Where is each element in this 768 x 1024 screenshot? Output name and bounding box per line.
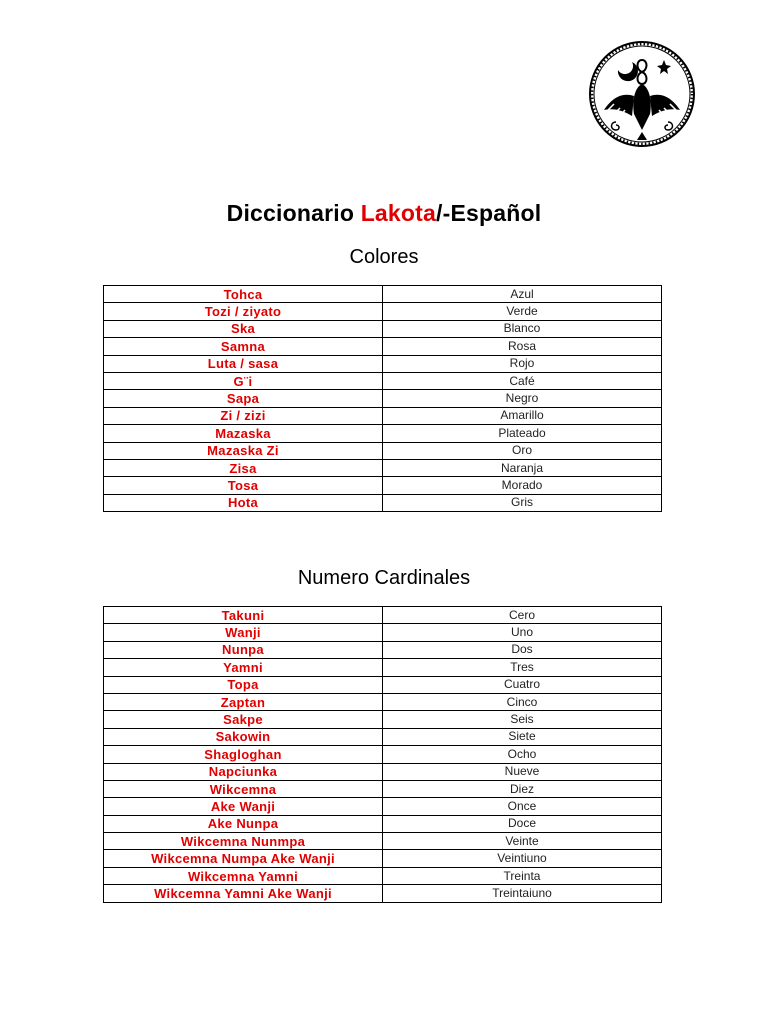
spanish-word: Rosa xyxy=(383,338,662,355)
lakota-word: Wikcemna Yamni Ake Wanji xyxy=(104,885,383,902)
spanish-word: Cero xyxy=(383,607,662,624)
table-row xyxy=(104,711,662,728)
table-row xyxy=(104,659,662,676)
lakota-word: Wikcemna Numpa Ake Wanji xyxy=(104,850,383,867)
lakota-word: Samna xyxy=(104,338,383,355)
lakota-word: Wanji xyxy=(104,624,383,641)
lakota-word: Takuni xyxy=(104,607,383,624)
table-row xyxy=(104,494,662,511)
lakota-word: Hota xyxy=(104,494,383,511)
spanish-word: Siete xyxy=(383,728,662,745)
spanish-word: Tres xyxy=(383,659,662,676)
table-row xyxy=(104,477,662,494)
lakota-word: Sakowin xyxy=(104,728,383,745)
lakota-word: Wikcemna Nunmpa xyxy=(104,833,383,850)
table-row xyxy=(104,320,662,337)
table-row xyxy=(104,728,662,745)
lakota-word: Sakpe xyxy=(104,711,383,728)
spanish-word: Naranja xyxy=(383,459,662,476)
numeros-table xyxy=(103,606,662,903)
spanish-word: Azul xyxy=(383,286,662,303)
spanish-word: Verde xyxy=(383,303,662,320)
spanish-word: Once xyxy=(383,798,662,815)
lakota-word: Luta / sasa xyxy=(104,355,383,372)
lakota-word: Wikcemna xyxy=(104,780,383,797)
spanish-word: Dos xyxy=(383,641,662,658)
table-row xyxy=(104,407,662,424)
table-row xyxy=(104,338,662,355)
title-highlight: Lakota xyxy=(360,200,437,226)
spanish-word: Gris xyxy=(383,494,662,511)
table-row xyxy=(104,693,662,710)
table-row xyxy=(104,286,662,303)
table-row xyxy=(104,780,662,797)
lakota-word: Sapa xyxy=(104,390,383,407)
spanish-word: Oro xyxy=(383,442,662,459)
lakota-word: Shagloghan xyxy=(104,746,383,763)
table-row xyxy=(104,303,662,320)
table-row xyxy=(104,425,662,442)
table-row xyxy=(104,850,662,867)
lakota-word: Zaptan xyxy=(104,693,383,710)
spanish-word: Ocho xyxy=(383,746,662,763)
lakota-word: Zi / zizi xyxy=(104,407,383,424)
spanish-word: Cuatro xyxy=(383,676,662,693)
lakota-word: Mazaska xyxy=(104,425,383,442)
lakota-emblem-icon xyxy=(588,40,696,148)
table-row xyxy=(104,442,662,459)
spanish-word: Rojo xyxy=(383,355,662,372)
section-heading-numeros: Numero Cardinales xyxy=(297,567,471,589)
spanish-word: Uno xyxy=(383,624,662,641)
spanish-word: Plateado xyxy=(383,425,662,442)
table-row xyxy=(104,676,662,693)
spanish-word: Diez xyxy=(383,780,662,797)
table-row xyxy=(104,746,662,763)
table-row xyxy=(104,624,662,641)
lakota-word: G¨i xyxy=(104,372,383,389)
colores-table xyxy=(103,285,662,512)
table-row xyxy=(104,641,662,658)
spanish-word: Morado xyxy=(383,477,662,494)
lakota-word: Yamni xyxy=(104,659,383,676)
table-row xyxy=(104,607,662,624)
spanish-word: Veinte xyxy=(383,833,662,850)
lakota-word: Napciunka xyxy=(104,763,383,780)
spanish-word: Veintiuno xyxy=(383,850,662,867)
lakota-word: Zisa xyxy=(104,459,383,476)
section-heading-colores: Colores xyxy=(349,246,419,268)
lakota-word: Tozi / ziyato xyxy=(104,303,383,320)
table-row xyxy=(104,833,662,850)
spanish-word: Seis xyxy=(383,711,662,728)
spanish-word: Treinta xyxy=(383,867,662,884)
title-prefix: Diccionario xyxy=(226,200,361,226)
lakota-word: Ska xyxy=(104,320,383,337)
spanish-word: Negro xyxy=(383,390,662,407)
table-row xyxy=(104,372,662,389)
table-row xyxy=(104,763,662,780)
table-row xyxy=(104,355,662,372)
lakota-word: Tosa xyxy=(104,477,383,494)
lakota-word: Wikcemna Yamni xyxy=(104,867,383,884)
table-row xyxy=(104,867,662,884)
table-row xyxy=(104,390,662,407)
spanish-word: Amarillo xyxy=(383,407,662,424)
lakota-word: Topa xyxy=(104,676,383,693)
table-row xyxy=(104,815,662,832)
spanish-word: Cinco xyxy=(383,693,662,710)
table-row xyxy=(104,885,662,902)
lakota-word: Ake Nunpa xyxy=(104,815,383,832)
spanish-word: Treintaiuno xyxy=(383,885,662,902)
lakota-word: Ake Wanji xyxy=(104,798,383,815)
table-row xyxy=(104,798,662,815)
lakota-word: Mazaska Zi xyxy=(104,442,383,459)
spanish-word: Café xyxy=(383,372,662,389)
lakota-word: Nunpa xyxy=(104,641,383,658)
spanish-word: Blanco xyxy=(383,320,662,337)
spanish-word: Nueve xyxy=(383,763,662,780)
page-title xyxy=(0,200,768,227)
lakota-word: Tohca xyxy=(104,286,383,303)
spanish-word: Doce xyxy=(383,815,662,832)
title-suffix: /-Español xyxy=(436,200,542,226)
table-row xyxy=(104,459,662,476)
